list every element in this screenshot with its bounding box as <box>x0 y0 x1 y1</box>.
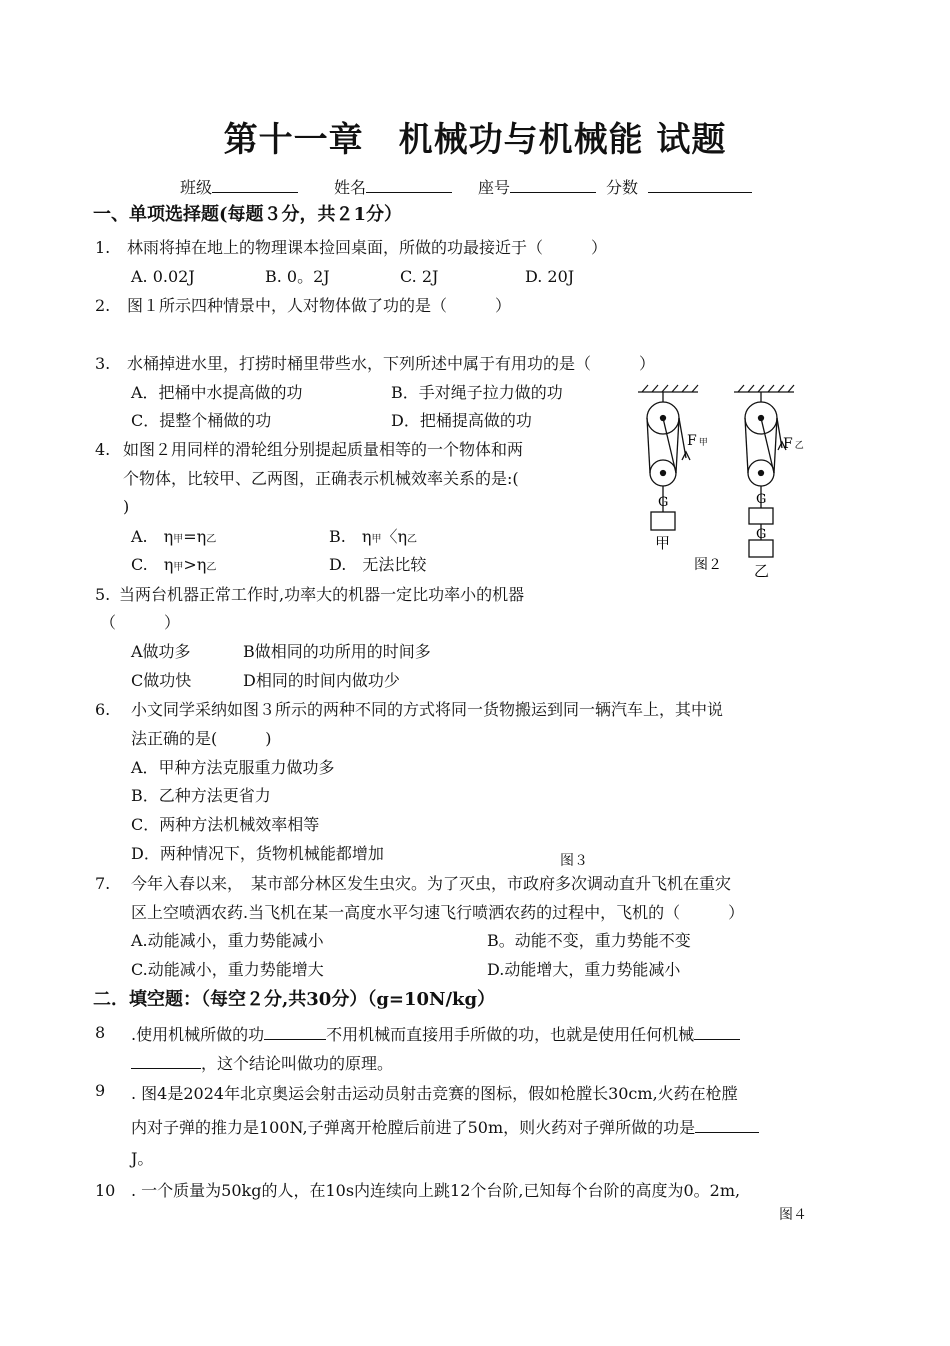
q9-blank[interactable] <box>695 1116 759 1133</box>
name-field[interactable] <box>334 176 452 198</box>
figure-3-label: 图３ <box>560 853 588 869</box>
score-blank[interactable] <box>648 176 752 193</box>
q3-option-c[interactable]: C．提整个桶做的功 <box>131 411 272 430</box>
caption-yi: 乙 <box>754 562 770 580</box>
class-label: 班级 <box>180 178 213 197</box>
q10-text: . 一个质量为50kg的人，在10s内连续向上跳12个台阶,已知每个台阶的高度为0。2m, <box>131 1181 741 1200</box>
q3-number: 3. <box>95 354 111 373</box>
ceiling-jia <box>638 385 698 392</box>
force-label-jia: F甲 <box>687 433 708 449</box>
q1-option-b[interactable]: B. 0。2J <box>265 267 330 286</box>
pulley-set-jia <box>647 392 690 530</box>
q6-line2: 法正确的是( ) <box>131 729 272 748</box>
class-field[interactable] <box>180 176 298 198</box>
q2-number: 2. <box>95 296 111 315</box>
q4-line1: 如图２用同样的滑轮组分别提起质量相等的一个物体和两 <box>123 440 524 459</box>
force-label-yi: F乙 <box>783 436 804 452</box>
q8-blank-1[interactable] <box>264 1023 326 1040</box>
q7-option-a[interactable]: A.动能减小，重力势能减小 <box>131 931 324 950</box>
q10-number: 10 <box>95 1181 116 1200</box>
name-blank[interactable] <box>366 176 452 193</box>
name-label: 姓名 <box>334 178 367 197</box>
q6-option-c[interactable]: C．两种方法机械效率相等 <box>131 815 320 834</box>
q5-option-a[interactable]: A做功多 <box>131 642 191 661</box>
q4-option-d[interactable]: D. 无法比较 <box>329 555 427 574</box>
class-blank[interactable] <box>212 176 298 193</box>
q7-line2: 区上空喷洒农药.当飞机在某一高度水平匀速飞行喷洒农药的过程中，飞机的（ ） <box>131 903 745 922</box>
q5-option-b[interactable]: B做相同的功所用的时间多 <box>243 642 431 661</box>
ceiling-yi <box>734 385 794 392</box>
q8-line1: .使用机械所做的功 不用机械而直接用手所做的功，也就是使用任何机械 <box>131 1023 740 1045</box>
weight-label-yi-1: G <box>756 492 767 507</box>
section1-heading: 一、单项选择题(每题３分，共２1分） <box>93 204 403 225</box>
q7-option-b[interactable]: B。动能不变，重力势能不变 <box>487 931 691 950</box>
q4-line2: 个物体，比较甲、乙两图，正确表示机械效率关系的是:( <box>123 469 519 488</box>
q4-option-a[interactable]: A. η甲=η乙 <box>131 527 217 546</box>
q1-option-d[interactable]: D. 20J <box>525 267 575 286</box>
figure-4-label: 图４ <box>779 1207 807 1223</box>
score-field[interactable] <box>606 176 752 198</box>
q2-text: 图１所示四种情景中，人对物体做了功的是（ ） <box>127 296 512 315</box>
q6-option-a[interactable]: A．甲种方法克服重力做功多 <box>131 758 335 777</box>
q5-text: 当两台机器正常工作时,功率大的机器一定比功率小的机器 <box>119 585 525 604</box>
figure-2-pulleys <box>630 378 830 583</box>
q1-number: 1. <box>95 238 111 257</box>
q9-line2: 内对子弹的推力是100N,子弹离开枪膛后前进了50m，则火药对子弹所做的功是 <box>131 1116 759 1138</box>
q6-option-b[interactable]: B．乙种方法更省力 <box>131 786 271 805</box>
q1-text: 林雨将掉在地上的物理课本捡回桌面，所做的功最接近于（ ） <box>127 238 608 257</box>
q3-option-b[interactable]: B．手对绳子拉力做的功 <box>391 383 563 402</box>
q5-number: 5. <box>95 585 111 604</box>
q4-option-c[interactable]: C. η甲>η乙 <box>131 555 217 574</box>
q7-line1: 今年入春以来， 某市部分林区发生虫灾。为了灭虫，市政府多次调动直升飞机在重灾 <box>131 874 732 893</box>
q9-line3: J。 <box>131 1149 154 1168</box>
q6-line1: 小文同学采纳如图３所示的两种不同的方式将同一货物搬运到同一辆汽车上，其中说 <box>131 700 724 719</box>
seat-field[interactable] <box>478 176 596 198</box>
q4-line3: ) <box>123 497 130 516</box>
q7-option-c[interactable]: C.动能减小，重力势能增大 <box>131 960 324 979</box>
q8-number: 8 <box>95 1023 106 1042</box>
q1-option-c[interactable]: C. 2J <box>400 267 439 286</box>
q5-option-d[interactable]: D相同的时间内做功少 <box>243 671 400 690</box>
q6-option-d[interactable]: D．两种情况下，货物机械能都增加 <box>131 844 384 863</box>
q9-number: 9 <box>95 1081 106 1100</box>
q7-number: 7. <box>95 874 111 893</box>
q8-blank-2b[interactable] <box>131 1052 201 1069</box>
weight-label-jia: G <box>658 495 669 510</box>
q8-line2: ，这个结论叫做功的原理。 <box>131 1052 393 1074</box>
q8-blank-2a[interactable] <box>694 1023 740 1040</box>
q6-number: 6. <box>95 700 111 719</box>
q5-paren: （ ） <box>100 613 181 632</box>
q7-option-d[interactable]: D.动能增大，重力势能减小 <box>487 960 681 979</box>
q4-number: 4. <box>95 440 111 459</box>
q3-option-d[interactable]: D．把桶提高做的功 <box>391 411 532 430</box>
q4-option-b[interactable]: B. η甲〈η乙 <box>329 527 418 546</box>
q9-line1: . 图4是2024年北京奥运会射击运动员射击竞赛的图标，假如枪膛长30cm,火药在枪膛 <box>131 1084 738 1103</box>
section2-heading: 二．填空题：（每空２分,共30分）（g=10N/kg） <box>93 989 496 1010</box>
score-label: 分数 <box>606 178 639 197</box>
page-title: 第十一章 机械功与机械能 试题 <box>223 120 727 160</box>
weight-label-yi-2: G <box>756 527 767 542</box>
q3-option-a[interactable]: A．把桶中水提高做的功 <box>131 383 303 402</box>
figure-2-label: 图２ <box>694 557 722 573</box>
seat-blank[interactable] <box>510 176 596 193</box>
seat-label: 座号 <box>478 178 511 197</box>
q1-option-a[interactable]: A. 0.02J <box>131 267 195 286</box>
caption-jia: 甲 <box>655 534 671 552</box>
q5-option-c[interactable]: C做功快 <box>131 671 192 690</box>
q3-text: 水桶掉进水里，打捞时桶里带些水，下列所述中属于有用功的是（ ） <box>127 354 656 373</box>
